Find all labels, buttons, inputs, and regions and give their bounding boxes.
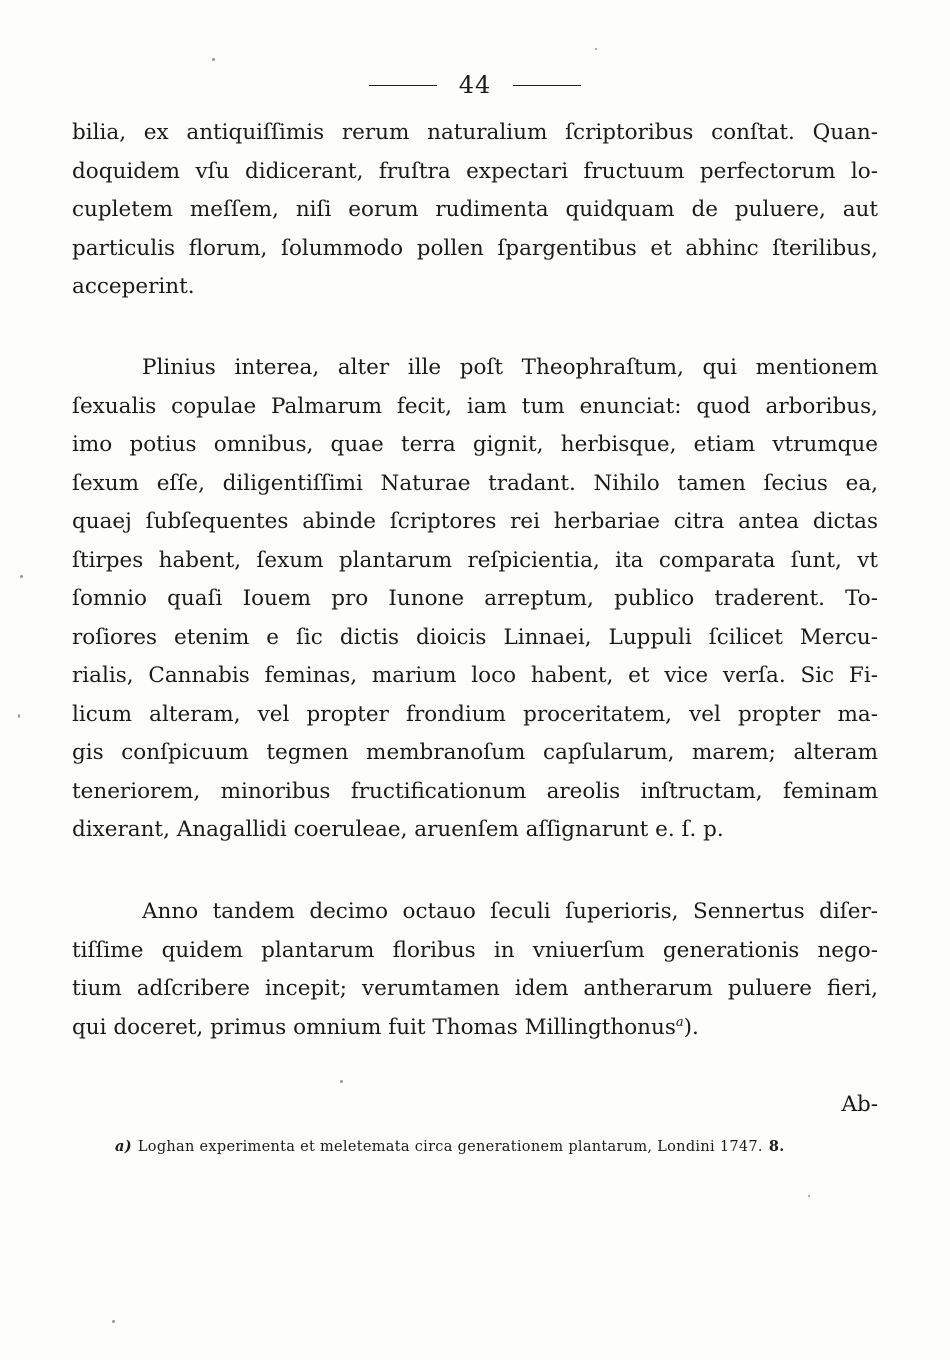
header-rule-left [369,85,437,86]
page-header [0,68,950,102]
paper-speck [340,1080,343,1083]
paper-speck [595,48,597,50]
text-line: doquidem vſu didicerant, fruſtra expectari fructuum perfectorum lo- [72,158,878,184]
text-line: quaej ſubſequentes abinde ſcriptores rei herbariae citra antea dictas [72,509,878,534]
footnote-ref-number: 8. [768,1138,785,1155]
text-line: ſomnio quaſi Iouem pro Iunone arreptum, publico traderent. To- [72,586,878,611]
text-line: teneriorem, minoribus fructificationum areolis inſtructam, feminam [72,778,878,804]
paragraph-1 [72,114,878,307]
footnote-mark: a) [115,1138,132,1155]
text-line: tiſſime quidem plantarum floribus in vniuerſum generationis nego- [72,937,878,963]
footnote [115,1138,835,1155]
text-line: ſexualis copulae Palmarum fecit, iam tum enunciat: quod arboribus, [72,393,878,419]
line-end-punctuation: ). [683,1014,699,1040]
text-line-content: qui doceret, primus omnium fuit Thomas Millingthonus [72,1014,676,1040]
text-line-with-footnote [72,1009,878,1048]
paper-speck [212,58,215,61]
page-number: 44 [458,71,492,99]
text-line: imo potius omnibus, quae terra gignit, herbisque, etiam vtrumque [72,432,878,457]
text-line: Plinius interea, alter ille poſt Theophraſtum, qui mentionem [142,355,878,380]
paper-speck [18,714,20,718]
text-line: ſtirpes habent, ſexum plantarum reſpicientia, ita comparata ſunt, vt [72,547,878,573]
catchword: Ab- [841,1092,878,1117]
text-line: cupletem meſſem, niſi eorum rudimenta quidquam de puluere, aut [72,197,878,222]
paragraph-3 [72,893,878,1047]
text-line: tium adſcribere incepit; verumtamen idem antherarum puluere fieri, [72,976,878,1001]
text-line: licum alteram, vel propter frondium proceritatem, vel propter ma- [72,701,878,727]
paragraph-2 [72,349,878,850]
text-line: acceperint. [72,274,195,299]
footnote-text: Loghan experimenta et meletemata circa generationem plantarum, Londini 1747. [137,1139,763,1155]
text-line: Anno tandem decimo octauo ſeculi ſuperioris, Sennertus diſer- [142,899,878,924]
text-line: bilia, ex antiquiſſimis rerum naturalium ſcriptoribus conſtat. Quan- [72,120,878,145]
text-line: particulis florum, ſolummodo pollen ſpargentibus et abhinc ſterilibus, [72,235,878,261]
footnote-reference: a [675,1014,684,1030]
paper-speck [808,1195,810,1197]
header-rule-right [513,85,581,86]
paper-speck [20,575,23,578]
text-line: rialis, Cannabis feminas, marium loco habent, et vice verſa. Sic Fi- [72,663,878,688]
paper-speck [112,1320,115,1323]
text-line: ſexum eſſe, diligentiſſimi Naturae tradant. Nihilo tamen ſecius ea, [72,470,878,496]
text-line: roſiores etenim e ſic dictis dioicis Linnaei, Luppuli ſcilicet Mercu- [72,624,878,650]
text-line: gis conſpicuum tegmen membranoſum capſularum, marem; alteram [72,740,878,765]
text-line: dixerant, Anagallidi coeruleae, aruenſem aſſignarunt e. ſ. p. [72,817,724,842]
